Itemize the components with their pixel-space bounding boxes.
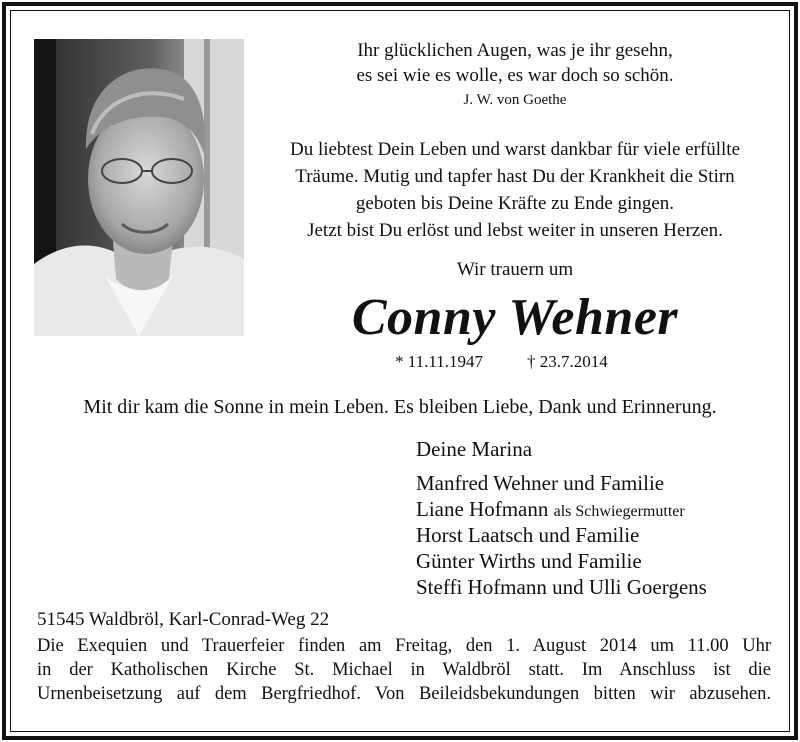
- poem-attribution: J. W. von Goethe: [463, 92, 567, 108]
- signature-liane-role: als Schwiegermutter: [553, 503, 685, 520]
- portrait-photo: [34, 39, 244, 336]
- address: 51545 Waldbröl, Karl-Conrad-Weg 22: [37, 609, 330, 630]
- tribute-line-3: geboten bis Deine Kräfte zu Ende gingen.: [355, 193, 675, 214]
- service-line-1: Die Exequien und Trauerfeier finden am Freitag, den 1. August 2014 um 11.00 Uhr: [37, 636, 771, 656]
- signature-horst: Horst Laatsch und Familie: [416, 523, 640, 547]
- service-line-3: Urnenbeisetzung auf dem Bergfriedhof. Von Beileidsbekundungen bitten wir abzusehen.: [37, 684, 771, 704]
- signature-marina: Deine Marina: [416, 437, 533, 461]
- service-line-2: in der Katholischen Kirche St. Michael in Waldbröl statt. Im Anschluss ist die: [37, 660, 771, 680]
- family-signatures: [416, 436, 707, 600]
- tribute-line-2: Träume. Mutig und tapfer hast Du der Krankheit die Stirn: [295, 166, 735, 187]
- signature-liane: [416, 496, 707, 522]
- signature-steffi: Steffi Hofmann und Ulli Goergens: [416, 575, 707, 599]
- tribute-line-1: Du liebtest Dein Leben und warst dankbar für viele erfüllte: [289, 139, 741, 160]
- sun-quote: Mit dir kam die Sonne in mein Leben. Es bleiben Liebe, Dank und Erinnerung.: [83, 396, 717, 418]
- tribute-line-4: Jetzt bist Du erlöst und lebst weiter in unseren Herzen.: [307, 220, 723, 241]
- deceased-name: Conny Wehner: [351, 289, 679, 346]
- tribute-text: [250, 136, 780, 244]
- signature-guenter: Günter Wirths und Familie: [416, 549, 642, 573]
- goethe-poem: [250, 38, 780, 113]
- service-notice: [37, 634, 771, 706]
- poem-line-1: Ihr glücklichen Augen, was je ihr gesehn,: [357, 40, 673, 61]
- death-date: † 23.7.2014: [527, 352, 608, 371]
- mourning-heading: Wir trauern um: [456, 259, 574, 280]
- signature-liane-name: Liane Hofmann: [416, 497, 549, 521]
- signature-manfred: Manfred Wehner und Familie: [416, 471, 665, 495]
- birth-date: * 11.11.1947: [395, 352, 483, 371]
- poem-line-2: es sei wie es wolle, es war doch so schön.: [356, 65, 674, 86]
